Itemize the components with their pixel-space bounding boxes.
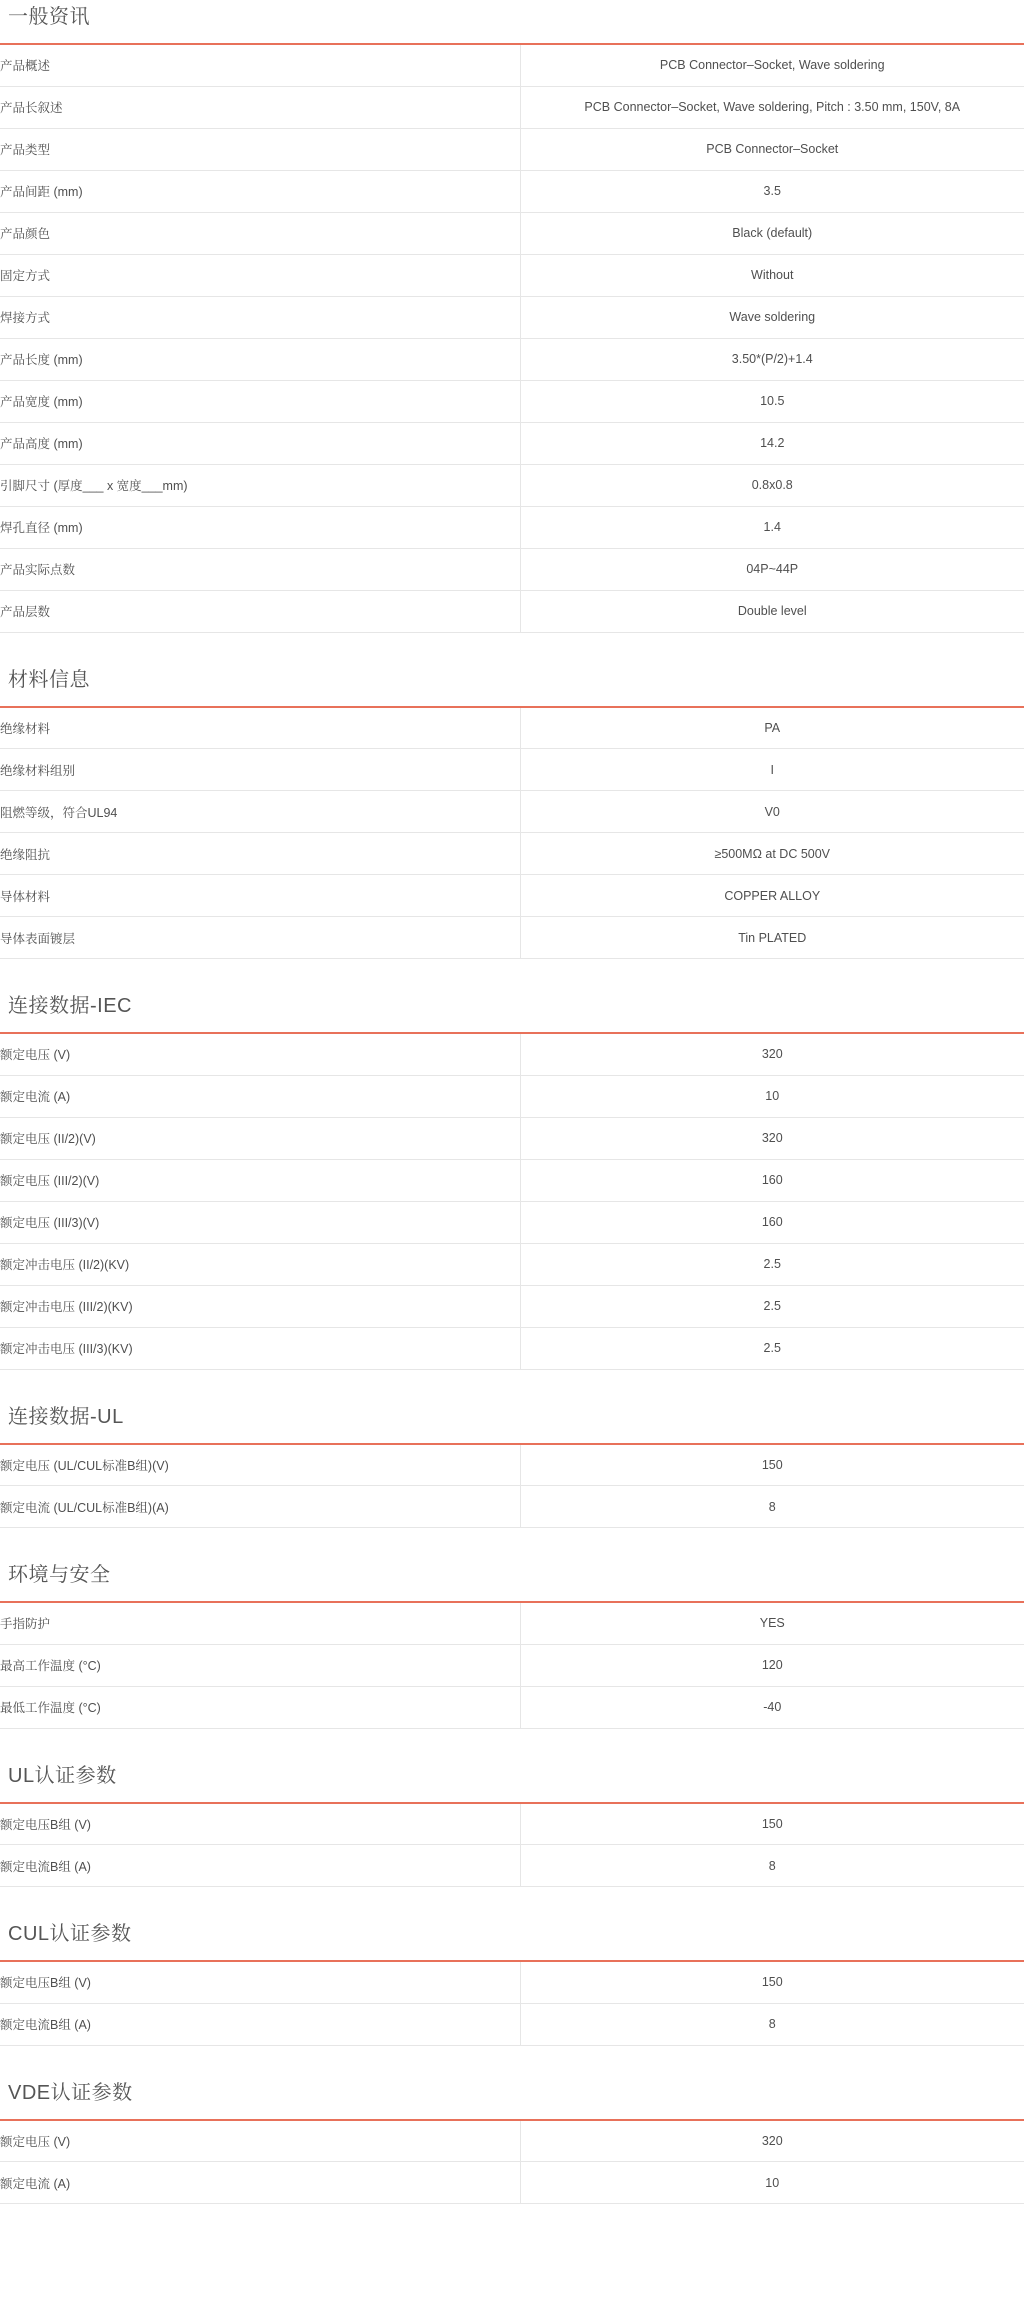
spec-label: 产品类型: [0, 128, 520, 170]
spec-value: 10: [765, 2175, 780, 2190]
spec-label: 最低工作温度 (°C): [0, 1686, 520, 1728]
table-row: [0, 1644, 1024, 1686]
spec-table: [0, 43, 1024, 633]
table-row: [0, 422, 1024, 464]
table-row: [0, 128, 1024, 170]
section-title: CUL认证参数: [8, 1923, 132, 1945]
spec-label: 绝缘阻抗: [0, 833, 520, 875]
spec-section: [0, 959, 1024, 1370]
spec-value: 160: [761, 1173, 783, 1187]
table-row: [0, 2162, 1024, 2204]
spec-section: [0, 1729, 1024, 1888]
spec-value: 160: [761, 1215, 783, 1229]
section-title: VDE认证参数: [8, 2081, 133, 2104]
table-row: [0, 1602, 1024, 1644]
spec-section: [0, 1887, 1024, 2046]
spec-value: PCB Connector–Socket: [706, 142, 839, 156]
table-row: [0, 1845, 1024, 1887]
table-row: [0, 1444, 1024, 1486]
spec-label: 产品宽度 (mm): [0, 380, 520, 422]
spec-value: 0.8x0.8: [751, 478, 793, 492]
spec-label: 绝缘材料组别: [0, 749, 520, 791]
spec-table: [0, 1960, 1024, 2046]
table-row: [0, 212, 1024, 254]
spec-label: 产品颜色: [0, 212, 520, 254]
spec-value: 120: [761, 1658, 783, 1672]
spec-value: ≥500MΩ at DC 500V: [714, 846, 831, 861]
spec-label: 最高工作温度 (°C): [0, 1644, 520, 1686]
spec-value: 10.5: [760, 394, 785, 408]
spec-label: 手指防护: [0, 1602, 520, 1644]
spec-section: [0, 1528, 1024, 1729]
table-row: [0, 1961, 1024, 2003]
spec-value: COPPER ALLOY: [724, 888, 821, 903]
spec-value: Wave soldering: [729, 310, 816, 324]
spec-value: 8: [768, 2017, 776, 2031]
spec-value: 8: [768, 1858, 776, 1873]
spec-label: 产品实际点数: [0, 548, 520, 590]
table-row: [0, 170, 1024, 212]
table-row: [0, 917, 1024, 959]
spec-value: 2.5: [763, 1341, 781, 1355]
spec-label: 产品概述: [0, 44, 520, 86]
spec-label: 额定电流B组 (A): [0, 1845, 520, 1887]
spec-label: 焊接方式: [0, 296, 520, 338]
table-row: [0, 1159, 1024, 1201]
spec-value: YES: [759, 1616, 785, 1631]
spec-table: [0, 706, 1024, 960]
spec-label: 产品间距 (mm): [0, 170, 520, 212]
spec-label: 产品层数: [0, 590, 520, 632]
spec-label: 额定冲击电压 (III/3)(KV): [0, 1327, 520, 1369]
table-row: [0, 548, 1024, 590]
spec-label: 额定冲击电压 (III/2)(KV): [0, 1285, 520, 1327]
spec-section: [0, 2046, 1024, 2205]
table-row: [0, 1327, 1024, 1369]
spec-label: 引脚尺寸 (厚度___ x 宽度___mm): [0, 464, 520, 506]
table-row: [0, 1686, 1024, 1728]
table-row: [0, 1803, 1024, 1845]
table-row: [0, 749, 1024, 791]
table-row: [0, 1117, 1024, 1159]
spec-value: Black (default): [732, 226, 813, 240]
spec-section: [0, 633, 1024, 960]
spec-value: 3.5: [763, 184, 781, 198]
table-row: [0, 1285, 1024, 1327]
spec-label: 额定电流 (A): [0, 2162, 520, 2204]
spec-value: PCB Connector–Socket, Wave soldering: [659, 58, 885, 73]
table-row: [0, 1201, 1024, 1243]
spec-label: 额定电压 (V): [0, 1033, 520, 1075]
spec-label: 产品高度 (mm): [0, 422, 520, 464]
spec-value: 2.5: [763, 1257, 781, 1271]
table-row: [0, 590, 1024, 632]
spec-label: 绝缘材料: [0, 707, 520, 749]
section-title: 一般资讯: [8, 6, 90, 28]
section-title: 环境与安全: [8, 1564, 111, 1586]
spec-value: 2.5: [763, 1299, 781, 1313]
table-row: [0, 44, 1024, 86]
spec-value: 10: [765, 1089, 780, 1103]
spec-value: 150: [761, 1457, 783, 1472]
spec-label: 额定电流 (UL/CUL标准B组)(A): [0, 1486, 520, 1528]
section-title: 材料信息: [8, 668, 90, 691]
spec-table: [0, 1802, 1024, 1888]
table-row: [0, 833, 1024, 875]
spec-value: 320: [761, 2133, 783, 2148]
spec-table: [0, 2119, 1024, 2205]
spec-value: PA: [764, 720, 781, 735]
spec-value: -40: [763, 1700, 782, 1714]
table-row: [0, 707, 1024, 749]
spec-label: 导体材料: [0, 875, 520, 917]
spec-value: Tin PLATED: [738, 930, 807, 945]
table-row: [0, 1033, 1024, 1075]
spec-label: 额定电压 (III/2)(V): [0, 1159, 520, 1201]
spec-value: V0: [764, 804, 780, 819]
spec-label: 额定电压 (II/2)(V): [0, 1117, 520, 1159]
spec-table: [0, 1443, 1024, 1529]
spec-value: PCB Connector–Socket, Wave soldering, Pitch : 3.50 mm, 150V, 8A: [584, 100, 961, 114]
spec-label: 导体表面镀层: [0, 917, 520, 959]
table-row: [0, 1243, 1024, 1285]
spec-value: Without: [751, 268, 794, 282]
spec-value: 320: [761, 1047, 783, 1062]
spec-label: 产品长叙述: [0, 86, 520, 128]
table-row: [0, 86, 1024, 128]
spec-label: 额定电压B组 (V): [0, 1803, 520, 1845]
spec-value: 150: [761, 1975, 783, 1990]
spec-value: Double level: [737, 604, 807, 618]
table-row: [0, 1075, 1024, 1117]
spec-label: 额定电压 (III/3)(V): [0, 1201, 520, 1243]
spec-label: 额定电压 (V): [0, 2120, 520, 2162]
spec-section: [0, 0, 1024, 633]
spec-value: 3.50*(P/2)+1.4: [731, 352, 813, 366]
section-title: 连接数据-IEC: [8, 995, 132, 1017]
spec-value: 320: [761, 1131, 783, 1145]
spec-label: 额定电流 (A): [0, 1075, 520, 1117]
spec-label: 额定电压 (UL/CUL标准B组)(V): [0, 1444, 520, 1486]
spec-section: [0, 1370, 1024, 1529]
spec-value: 14.2: [760, 436, 785, 450]
spec-value: 150: [761, 1816, 783, 1831]
table-row: [0, 2120, 1024, 2162]
spec-value: 04P~44P: [746, 562, 799, 576]
spec-label: 固定方式: [0, 254, 520, 296]
spec-label: 产品长度 (mm): [0, 338, 520, 380]
table-row: [0, 254, 1024, 296]
table-row: [0, 380, 1024, 422]
table-row: [0, 464, 1024, 506]
spec-value: 8: [768, 1499, 776, 1514]
section-title: 连接数据-UL: [8, 1405, 124, 1428]
spec-value: I: [770, 762, 774, 777]
table-row: [0, 875, 1024, 917]
spec-table: [0, 1601, 1024, 1729]
spec-table: [0, 1032, 1024, 1370]
spec-label: 额定电流B组 (A): [0, 2003, 520, 2045]
table-row: [0, 338, 1024, 380]
table-row: [0, 296, 1024, 338]
spec-label: 阻燃等级，符合UL94: [0, 791, 520, 833]
table-row: [0, 1486, 1024, 1528]
spec-value: 1.4: [763, 520, 781, 534]
table-row: [0, 2003, 1024, 2045]
spec-label: 额定电压B组 (V): [0, 1961, 520, 2003]
table-row: [0, 506, 1024, 548]
spec-label: 焊孔直径 (mm): [0, 506, 520, 548]
spec-label: 额定冲击电压 (II/2)(KV): [0, 1243, 520, 1285]
section-title: UL认证参数: [8, 1764, 117, 1787]
table-row: [0, 791, 1024, 833]
